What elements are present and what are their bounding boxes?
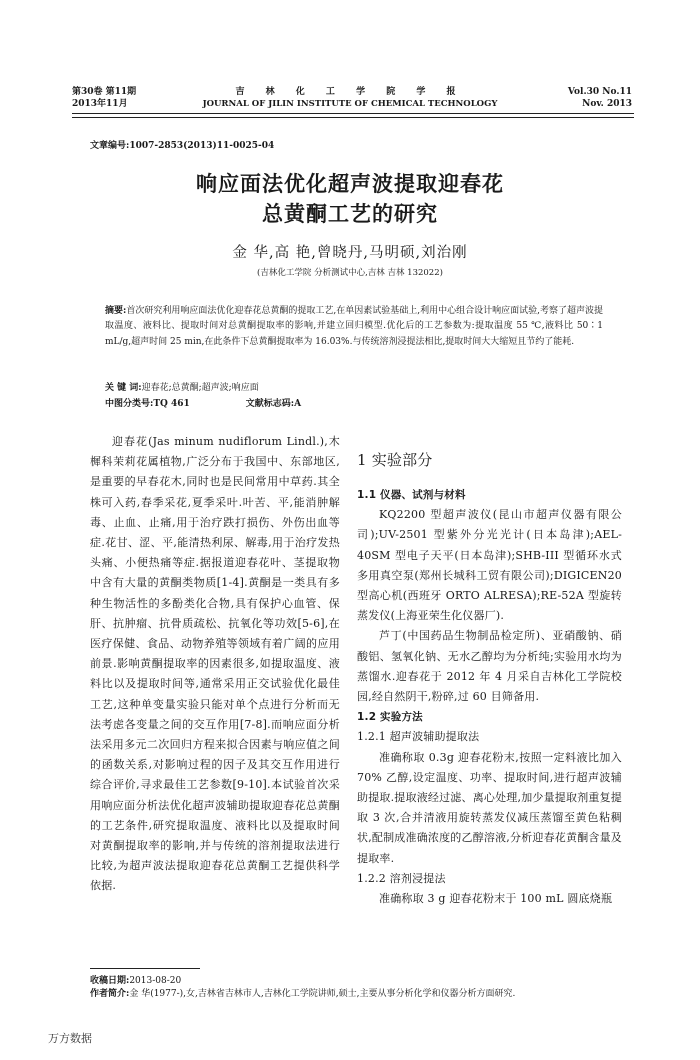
journal-name-en: JOURNAL OF JILIN INSTITUTE OF CHEMICAL TECHNOLOGY — [202, 99, 498, 109]
document-code: 文献标志码:A — [245, 399, 302, 409]
author-bio — [90, 988, 515, 1001]
title-line-2: 总黄酮工艺的研究 — [262, 202, 438, 226]
left-column — [90, 432, 340, 897]
volume-cn: 第30卷 第11期 — [72, 87, 137, 97]
subsection-heading-1-2-2: 1.2.2 溶剂浸提法 — [357, 871, 446, 885]
reagents-paragraph: 芦丁(中国药品生物制品检定所)、亚硝酸钠、硝酸铝、氢氧化钠、无水乙醇均为分析纯;实验用水均为蒸馏水.迎春花于 2012 年 4 月采自吉林化工学院校园,经自然阴干,粉碎,过 60 目筛备用. — [357, 629, 622, 704]
title-line-1: 响应面法优化超声波提取迎春花 — [196, 172, 504, 196]
received-label: 收稿日期: — [90, 976, 130, 986]
footnote-rule — [90, 968, 200, 969]
article-number: 文章编号:1007-2853(2013)11-0025-04 — [90, 141, 275, 151]
bio-label: 作者简介: — [90, 989, 130, 999]
authors: 金 华,高 艳,曾晓丹,马明硕,刘治刚 — [232, 245, 468, 261]
right-column — [357, 447, 622, 909]
affiliation: (吉林化工学院 分析测试中心,吉林 吉林 132022) — [257, 268, 443, 278]
abstract — [105, 304, 603, 350]
subsection-heading-1-1: 1.1 仪器、试剂与材料 — [357, 489, 466, 501]
date-en: Nov. 2013 — [582, 99, 632, 109]
subsection-heading-1-2-1: 1.2.1 超声波辅助提取法 — [357, 730, 480, 744]
keywords-text: 迎春花;总黄酮;超声波;响应面 — [141, 383, 259, 393]
keywords — [105, 380, 259, 393]
volume-en: Vol.30 No.11 — [567, 87, 632, 97]
header-rule-thin — [72, 117, 634, 118]
subsection-heading-1-2: 1.2 实验方法 — [357, 711, 423, 724]
abstract-label: 摘要: — [105, 306, 127, 316]
instruments-paragraph: KQ2200 型超声波仪(昆山市超声仪器有限公司);UV-2501 型紫外分光光计(日本岛津);AEL-40SM 型电子天平(日本岛津);SHB-III 型循环水式多用真空泵(郑州长城科工贸有限公司);DIGICEN20 型高心机(西班牙 ORTO ALRESA);RE-52A 型旋转蒸发仪(上海亚荣生化仪器厂). — [357, 508, 622, 623]
journal-name-cn: 吉 林 化 工 学 院 学 报 — [235, 87, 465, 97]
ultrasonic-method-paragraph: 准确称取 0.3g 迎春花粉末,按照一定料液比加入 70% 乙醇,设定温度、功率、提取时间,进行超声波辅助提取.提取液经过滤、离心处理,加少量提取剂重复提取 3 次,合并清液用旋转蒸发仪减压蒸馏至黄色粘稠状,配制成准确浓度的乙醇溶液,分析迎春花黄酮含量及提取率. — [357, 750, 622, 865]
section-heading-1: 1 实验部分 — [357, 451, 433, 469]
solvent-method-paragraph: 准确称取 3 g 迎春花粉末于 100 mL 圆底烧瓶 — [379, 892, 613, 906]
footnote — [90, 975, 515, 1001]
header-rule-thick — [72, 113, 634, 114]
clc-number: 中图分类号:TQ 461 — [105, 399, 190, 409]
keywords-label: 关 键 词: — [105, 383, 142, 393]
classification — [105, 396, 301, 409]
abstract-text: 首次研究利用响应面法优化迎春花总黄酮的提取工艺,在单因素试验基础上,利用中心组合设计响应面试验,考察了超声波提取温度、液料比、提取时间对总黄酮提取率的影响,并建立回归模型.优化后的工艺参数为:提取温度 55 ℃,液料比 50∶1 mL/g,超声时间 25 min,在此条件下总黄酮提取率为 16.03%.与传统溶剂浸提法相比,提取时间大大缩短且节约了能耗. — [105, 306, 603, 347]
intro-paragraph: 迎春花(Jas minum nudiflorum Lindl.),木樨科茉莉花属植物,广泛分布于我国中、东部地区,是重要的早春花木,同时也是民间常用中草药.其全株可入药,春季采花,夏季采叶.叶苦、平,能消肿解毒、止血、止痛,用于治疗跌打损伤、外伤出血等症.花甘、涩、平,能清热利尿、解毒,用于治疗发热头痛、小便热痛等症.据报道迎春花叶、茎提取物中含有大量的黄酮类物质[1-4].黄酮是一类具有多种生物活性的多酚类化合物,具有保护心血管、保肝、抗肿瘤、抗骨质疏松、抗氧化等功效[5-6],在医疗保健、食品、动物养殖等领域有着广阔的应用前景.影响黄酮提取率的因素很多,如提取温度、液料比以及提取时间等,通常采用正交试验优化最佳工艺,这种单变量实验只能对单个点进行分析而无法考虑各变量之间的交互作用[7-8].而响应面分析法采用多元二次回归方程来拟合因素与响应值之间的函数关系,对影响过程的因子及其交互作用进行综合评价,寻求最佳工艺参数[9-10].本试验首次采用响应面分析法优化超声波辅助提取迎春花总黄酮的工艺条件,研究提取温度、液料比以及提取时间对黄酮提取率的影响,并与传统的溶剂提取法进行比较,为超声波法提取迎春花总黄酮工艺提供科学依据. — [90, 435, 340, 893]
header-right — [568, 86, 632, 110]
received-value: 2013-08-20 — [129, 976, 182, 986]
watermark: 万方数据 — [48, 1032, 92, 1045]
bio-text: 金 华(1977-),女,吉林省吉林市人,吉林化工学院讲师,硕士,主要从事分析化学和仪器分析方面研究. — [129, 989, 516, 999]
received-date — [90, 975, 515, 988]
date-cn: 2013年11月 — [72, 99, 128, 109]
